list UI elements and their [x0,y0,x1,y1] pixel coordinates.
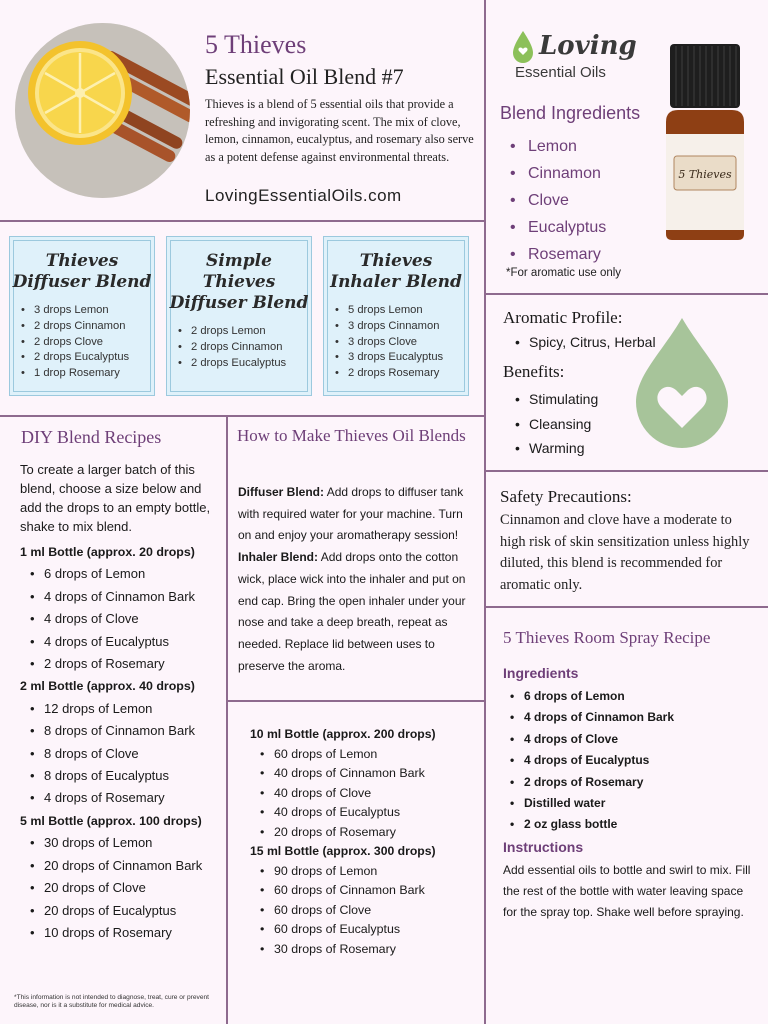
card-list [191,324,311,371]
bottle-label: 5 Thieves [678,168,732,181]
benefits-list [529,387,598,461]
diy-title: DIY Blend Recipes [21,427,162,447]
website-link[interactable]: LovingEssentialOils.com [205,186,402,205]
blend-ingredients-list [528,133,606,268]
list-item: • 3 drops Cinnamon [348,319,468,335]
large-bottle-recipes [250,725,470,959]
list-item: • 60 drops of Eucalyptus [274,920,470,940]
brand-logo [511,27,641,87]
list-item: • 3 drops Eucalyptus [348,350,468,366]
size-label: 2 ml Bottle (approx. 40 drops) [20,679,195,694]
size-list [274,745,470,843]
blend-ingredients-title: Blend Ingredients [500,103,641,123]
diy-sizes [20,541,225,944]
list-item: • 8 drops of Cinnamon Bark [44,720,225,742]
diy-intro: To create a larger batch of this blend, choose a size below and add the drops to an empty bottle, shake to mix blend. [20,462,211,534]
list-item: • 1 drop Rosemary [34,366,154,382]
size-list [44,832,225,944]
list-item: • 2 drops Clove [34,335,154,351]
list-item: • Cleansing [529,412,598,437]
list-item: • 4 drops of Eucalyptus [44,631,225,653]
diffuser-text: Add drops to diffuser tank with required water for your machine. Turn on and enjoy your aromatherapy session! [238,485,464,543]
intro-text: Thieves is a blend of 5 essential oils that provide a refreshing and invigorating scent. The mix of clove, lemon, cinnamon, eucalyptus, and rosemary also serve as a potent defense against environmental threats. [205,97,474,164]
list-item: • 4 drops of Cinnamon Bark [524,707,674,728]
list-item: • 60 drops of Lemon [274,745,470,765]
list-item: • 40 drops of Eucalyptus [274,803,470,823]
list-item: • Spicy, Citrus, Herbal [529,332,656,352]
list-item: • 4 drops of Rosemary [44,787,225,809]
list-item: • 40 drops of Cinnamon Bark [274,764,470,784]
list-item: • 2 drops Eucalyptus [34,350,154,366]
logo-line2: Essential Oils [515,64,606,81]
list-item: • 6 drops of Lemon [44,563,225,585]
list-item: • 6 drops of Lemon [524,686,674,707]
list-item: • 60 drops of Clove [274,901,470,921]
size-list [274,862,470,960]
size-label: 1 ml Bottle (approx. 20 drops) [20,545,195,559]
size-list [44,563,225,675]
list-item: • 20 drops of Cinnamon Bark [44,855,225,877]
inhaler-text: Add drops onto the cotton wick, place wick into the inhaler and put on end cap. Bring the open inhaler under your nose and take a deep breath, repeat as needed. Replace lid between uses to preserve the aroma. [238,550,466,673]
list-item: • 2 drops Cinnamon [191,340,311,356]
list-item: • Distilled water [524,793,674,814]
list-item: • 2 drops Eucalyptus [191,356,311,372]
divider [484,293,768,295]
safety-text: Cinnamon and clove have a moderate to high risk of skin sensitization unless highly diluted, this blend is recommended for aromatic only. [500,512,750,593]
oil-bottle-image [662,42,748,244]
card-title: Thieves Diffuser Blend [12,251,152,292]
list-item: • 2 drops Cinnamon [34,319,154,335]
list-item: • 5 drops Lemon [348,303,468,319]
page-title: 5 Thieves [205,30,307,59]
list-item: • 2 oz glass bottle [524,814,674,835]
spray-instructions-label: Instructions [503,839,584,855]
heart-drop-icon [632,316,732,450]
inhaler-label: Inhaler Blend: [238,550,319,565]
card-title: Thieves Inhaler Blend [330,251,462,292]
list-item: • 30 drops of Rosemary [274,940,470,960]
list-item: • 4 drops of Clove [524,729,674,750]
divider [226,415,228,1024]
card-title: Simple Thieves Diffuser Blend [169,251,309,313]
howto-title: How to Make Thieves Oil Blends [237,426,466,445]
list-item: • 4 drops of Cinnamon Bark [44,586,225,608]
list-item: • 10 drops of Rosemary [44,922,225,944]
spray-ingredients-label: Ingredients [503,665,579,681]
list-item: • 12 drops of Lemon [44,698,225,720]
list-item: • 4 drops of Clove [44,608,225,630]
medical-disclaimer: *This information is not intended to diagnose, treat, cure or prevent disease, nor is it a substitute for medical advice. [14,994,209,1009]
list-item: • 30 drops of Lemon [44,832,225,854]
divider [484,470,768,472]
list-item: • 8 drops of Eucalyptus [44,765,225,787]
list-item: • 4 drops of Eucalyptus [524,750,674,771]
divider [226,700,484,702]
list-item: • 20 drops of Rosemary [274,823,470,843]
spray-ingredients-list [524,686,674,836]
list-item: • Clove [528,187,606,214]
size-label: 15 ml Bottle (approx. 300 drops) [250,844,436,858]
safety-label: Safety Precautions: [500,487,632,506]
size-label: 5 ml Bottle (approx. 100 drops) [20,813,202,828]
spray-recipe-title: 5 Thieves Room Spray Recipe [503,628,711,647]
card-simple-diffuser-blend [166,236,312,396]
card-diffuser-blend [9,236,155,396]
list-item: • 3 drops Lemon [34,303,154,319]
card-list [34,303,154,382]
divider [0,415,484,417]
aromatic-use-note: *For aromatic use only [506,267,622,279]
howto-text [238,482,470,677]
list-item: • Cinnamon [528,160,606,187]
card-inhaler-blend [323,236,469,396]
list-item: • Warming [529,436,598,461]
list-item: • 20 drops of Clove [44,877,225,899]
list-item: • 90 drops of Lemon [274,862,470,882]
aromatic-profile-label: Aromatic Profile: [503,308,623,327]
list-item: • Lemon [528,133,606,160]
benefits-label: Benefits: [503,362,565,381]
list-item: • 2 drops Rosemary [348,366,468,382]
list-item: • Eucalyptus [528,214,606,241]
list-item: • Stimulating [529,387,598,412]
list-item: • 8 drops of Clove [44,743,225,765]
page-subtitle: Essential Oil Blend #7 [205,64,404,89]
card-list [348,303,468,382]
list-item: • 60 drops of Cinnamon Bark [274,881,470,901]
list-item: • 2 drops of Rosemary [44,653,225,675]
divider [484,0,486,1024]
list-item: • 40 drops of Clove [274,784,470,804]
diffuser-label: Diffuser Blend: [238,485,325,499]
list-item: • Rosemary [528,241,606,268]
lemon-cinnamon-photo [15,23,190,198]
divider [0,220,484,222]
logo-line1: Loving [539,31,637,61]
size-label: 10 ml Bottle (approx. 200 drops) [250,727,436,741]
list-item: • 3 drops Clove [348,335,468,351]
divider [484,606,768,608]
list-item: • 2 drops of Rosemary [524,772,674,793]
list-item: • 20 drops of Eucalyptus [44,900,225,922]
size-list [44,698,225,810]
spray-instructions-text: Add essential oils to bottle and swirl to mix. Fill the rest of the bottle with water leaving space for the spray top. Shake well before spraying. [503,863,751,919]
list-item: • 2 drops Lemon [191,324,311,340]
